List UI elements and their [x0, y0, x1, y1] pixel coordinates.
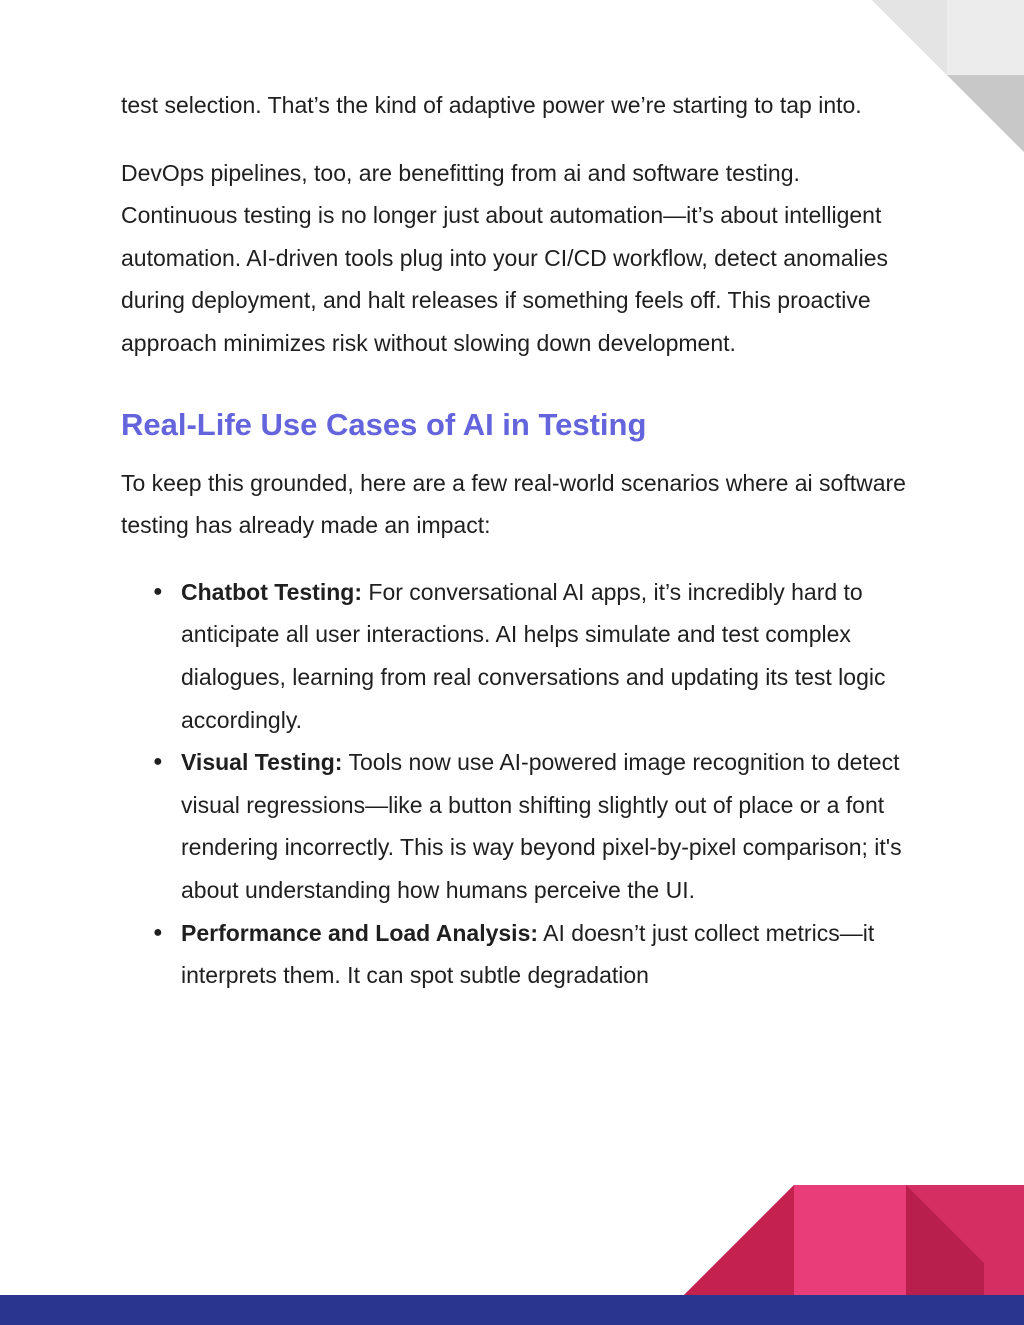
use-case-list [121, 571, 911, 997]
corner-decoration-bottom-right [684, 1185, 1024, 1325]
list-item-text: Tools now use AI-powered image recognition to detect visual regressions—like a button shifting slightly out of place or a font rendering incorrectly. This is way beyond pixel-by-pixel comparison; it's about understanding how humans perceive the UI. [181, 749, 902, 903]
section-heading: Real-Life Use Cases of AI in Testing [121, 406, 647, 442]
paragraph: DevOps pipelines, too, are benefitting from ai and software testing. Continuous testing is no longer just about automation—it’s about intelligent automation. AI-driven tools plug into your CI/CD workflow, detect anomalies during deployment, and halt releases if something feels off. This proactive approach minimizes risk without slowing down development. [121, 159, 889, 356]
intro-paragraph: To keep this grounded, here are a few real-world scenarios where ai software testing has already made an impact: [121, 469, 906, 539]
bullet-icon: ● [153, 923, 163, 941]
list-item [121, 741, 911, 911]
bullet-icon: ● [153, 582, 163, 600]
bullet-icon: ● [153, 753, 163, 771]
list-item-term: Visual Testing: [181, 749, 343, 776]
list-item [121, 571, 911, 741]
list-item-text: AI doesn’t just collect metrics—it interprets them. It can spot subtle degradation [181, 919, 875, 989]
document-body [121, 84, 911, 997]
list-item [121, 912, 911, 997]
list-item-text: For conversational AI apps, it’s incredibly hard to anticipate all user interactions. AI helps simulate and test complex dialogues, learning from real conversations and updating its test logic accordingly. [181, 578, 886, 733]
paragraph: test selection. That’s the kind of adaptive power we’re starting to tap into. [121, 92, 862, 118]
list-item-term: Chatbot Testing: [181, 578, 362, 605]
footer-bar [0, 1295, 690, 1325]
list-item-term: Performance and Load Analysis: [181, 919, 539, 946]
